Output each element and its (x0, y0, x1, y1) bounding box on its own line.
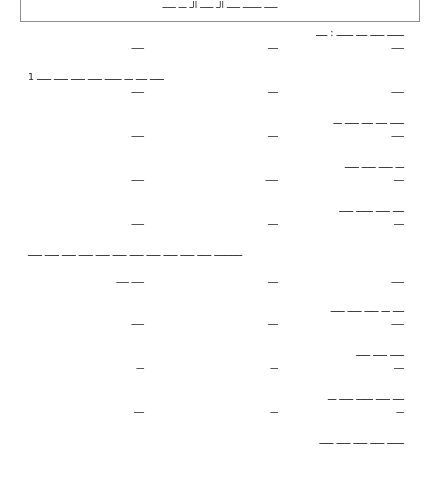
answer-option: ــــ (268, 130, 278, 140)
answer-option: ـــــ (131, 42, 144, 52)
answer-option: ـــــ (265, 174, 278, 184)
question-text: ــــــ ـــــ ــــ ــــــ : ــــ (316, 28, 404, 39)
question-item (28, 436, 404, 480)
question-item (28, 304, 404, 348)
answer-option: ـــــ ـــــ (116, 276, 144, 286)
question-list (28, 28, 404, 480)
answer-option: ـــــ (131, 130, 144, 140)
answer-option: ـــــ (131, 86, 144, 96)
question-text: ــــــ ـــــ ـــــ ـــــ ـــــ (319, 436, 404, 447)
question-item (28, 28, 404, 72)
question-item (28, 204, 404, 248)
question-item (28, 160, 404, 204)
question-text: ـــ ـــــ ـــــ ـــــ (344, 160, 404, 171)
answer-option: ـــــ (131, 174, 144, 184)
answer-option: ـــــ (391, 318, 404, 328)
answer-option: ــــ (268, 42, 278, 52)
answer-option: ـــــ (131, 318, 144, 328)
answer-option: ـــــ (391, 86, 404, 96)
question-item (28, 348, 404, 392)
question-item (28, 392, 404, 436)
question-item (28, 72, 404, 116)
answer-option: ـــ (270, 406, 278, 416)
answer-option: ــــ (268, 318, 278, 328)
question-text: ــــ ـــــ ــــــ ـــــ ـــ (327, 392, 404, 403)
question-item (28, 116, 404, 160)
question-text: ـــــ ـــــ ـــــ (356, 348, 404, 359)
answer-option: ــــ (268, 218, 278, 228)
question-text: ـــــ ــــ ـــ ــــــ ـــــ ـــــ ـــــ ـــــ 1 (28, 72, 164, 83)
answer-option: ـــــ (391, 42, 404, 52)
question-text: ــــ ـــ ـــــ ـــــ ـــــ (330, 304, 404, 315)
answer-option: ـــ (396, 406, 404, 416)
answer-option: ــــ (394, 174, 404, 184)
answer-option: ـــــ (391, 130, 404, 140)
question-text: ــــ ـــــ ــــــ ـــــ (339, 204, 404, 215)
header-text: ـــــ ـــــــ ـــــ الـ ـــــ الـ ـــ ـــــ (162, 1, 278, 11)
answer-option: ـــــ (131, 218, 144, 228)
answer-option: ـــ (136, 362, 144, 372)
answer-option: ــــ (268, 86, 278, 96)
question-text: ـــــ ــــ ــــ ـــــ ـــ (333, 116, 404, 127)
answer-option: ـــ (270, 362, 278, 372)
answer-option: ـــــ (391, 276, 404, 286)
question-item (28, 248, 404, 304)
answer-option: ــــ (134, 406, 144, 416)
answer-option: ــــ (394, 218, 404, 228)
question-text: ــــــــــ ـــــ ـــــ ـــــ ـــــ ـــــ ـــــ ـــــ ـــــ ـــــ ـــــ ـــــ (28, 248, 243, 259)
answer-option: ــــ (394, 362, 404, 372)
answer-option: ــــ (268, 276, 278, 286)
